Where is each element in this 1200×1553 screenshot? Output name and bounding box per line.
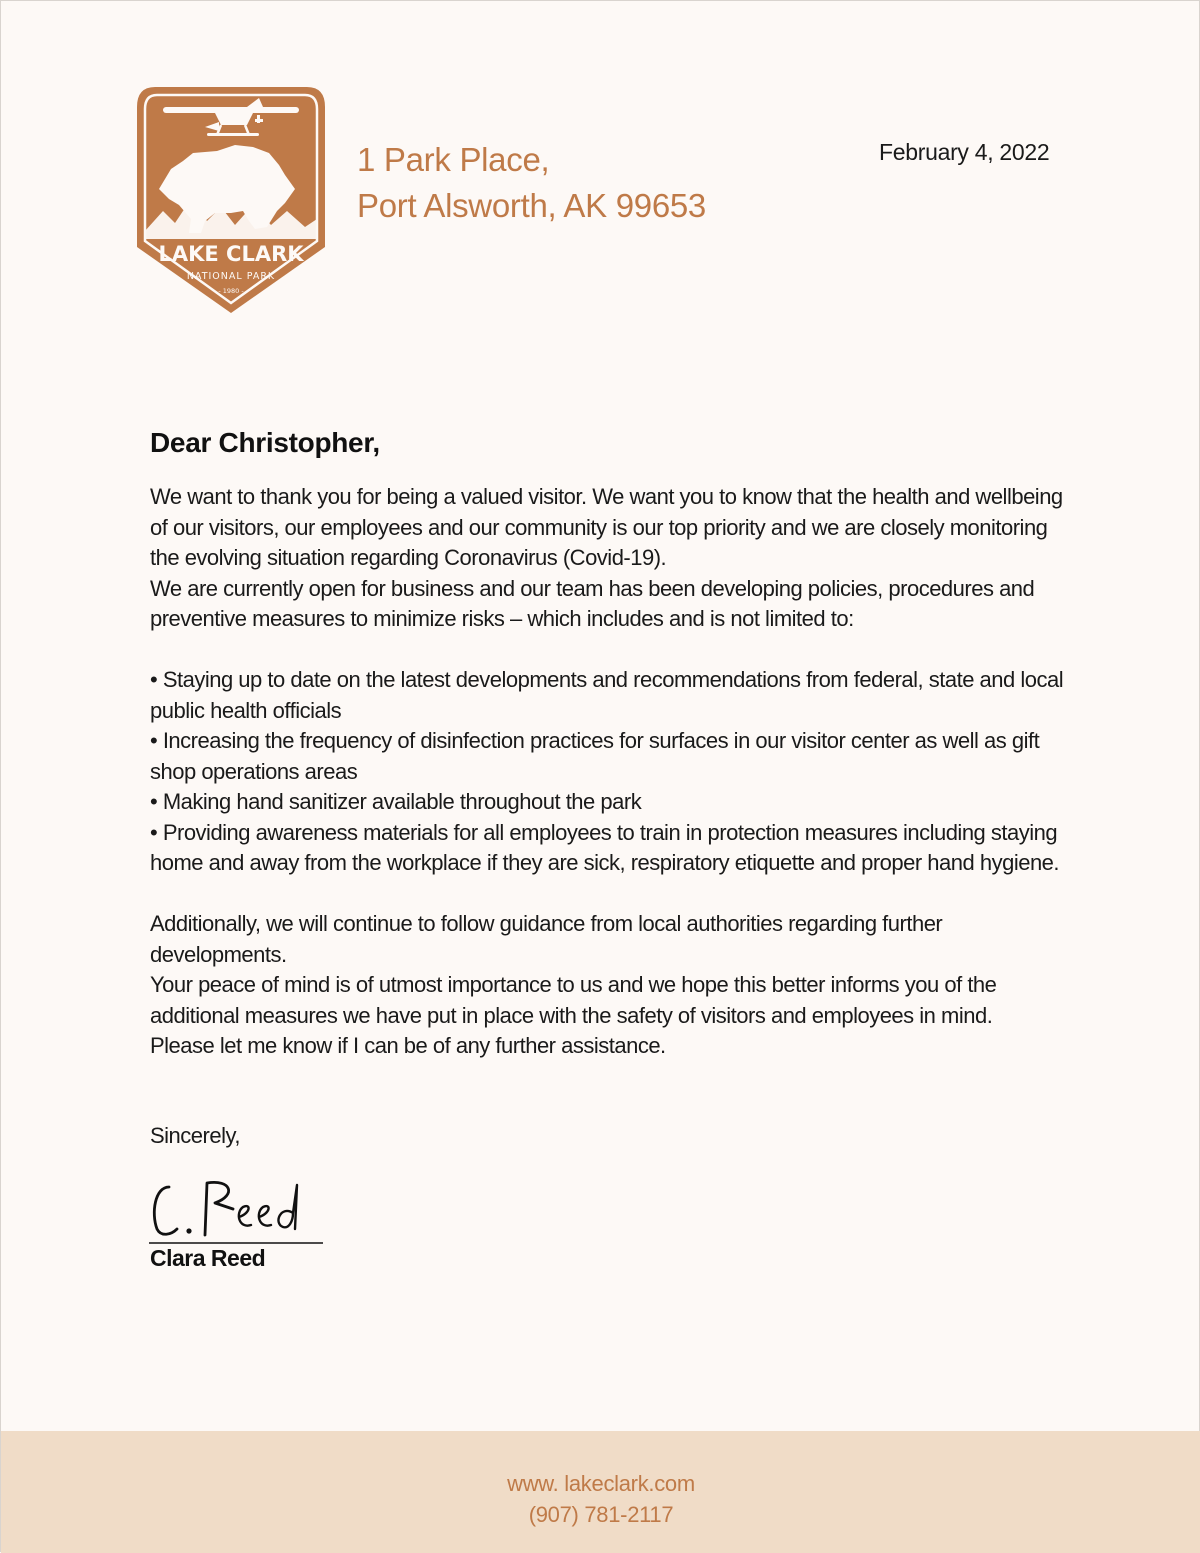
paragraph: Your peace of mind is of utmost importance to us and we hope this better informs you of the additional measures we have put in place with the safety of visitors and employees in mind. — [150, 972, 997, 1028]
footer-website: www. lakeclark.com — [507, 1471, 695, 1496]
bullet-item: • Making hand sanitizer available throughout the park — [150, 789, 642, 814]
bullet-item: • Increasing the frequency of disinfection practices for surfaces in our visitor center as well as gift shop operations areas — [150, 728, 1040, 784]
handwritten-signature — [147, 1173, 325, 1247]
logo-text-main: LAKE CLARK — [158, 242, 304, 266]
closing: Sincerely, — [150, 1123, 240, 1148]
bullet-item: • Providing awareness materials for all employees to train in protection measures including staying home and away from the workplace if they are sick, respiratory etiquette and proper hand hygiene. — [150, 819, 1060, 875]
logo-text-sub: NATIONAL PARK — [186, 271, 276, 282]
lake-clark-badge-icon — [135, 81, 327, 315]
address-line-2: Port Alsworth, AK 99653 — [357, 187, 706, 224]
signer-name: Clara Reed — [150, 1245, 266, 1271]
footer-phone: (907) 781-2117 — [528, 1502, 674, 1527]
address-line-1: 1 Park Place, — [357, 141, 550, 178]
letter-date: February 4, 2022 — [879, 139, 1050, 165]
sender-address — [357, 137, 706, 229]
paragraph: Please let me know if I can be of any further assistance. — [150, 1033, 666, 1058]
paragraph: We want to thank you for being a valued visitor. We want you to know that the health and wellbeing of our visitors, our employees and our community is our top priority and we are closely monitoring the evolving situation regarding Coronavirus (Covid-19). — [150, 484, 1063, 570]
footer — [1, 1431, 1200, 1553]
letter-body — [150, 482, 1070, 1062]
paragraph: We are currently open for business and our team has been developing policies, procedures and preventive measures to minimize risks – which includes and is not limited to: — [150, 575, 1035, 631]
logo-text-year: - 1980 - — [218, 287, 244, 295]
paragraph: Additionally, we will continue to follow guidance from local authorities regarding further developments. — [150, 911, 943, 967]
bullet-item: • Staying up to date on the latest developments and recommendations from federal, state and local public health officials — [150, 667, 1064, 723]
salutation: Dear Christopher, — [150, 427, 380, 458]
